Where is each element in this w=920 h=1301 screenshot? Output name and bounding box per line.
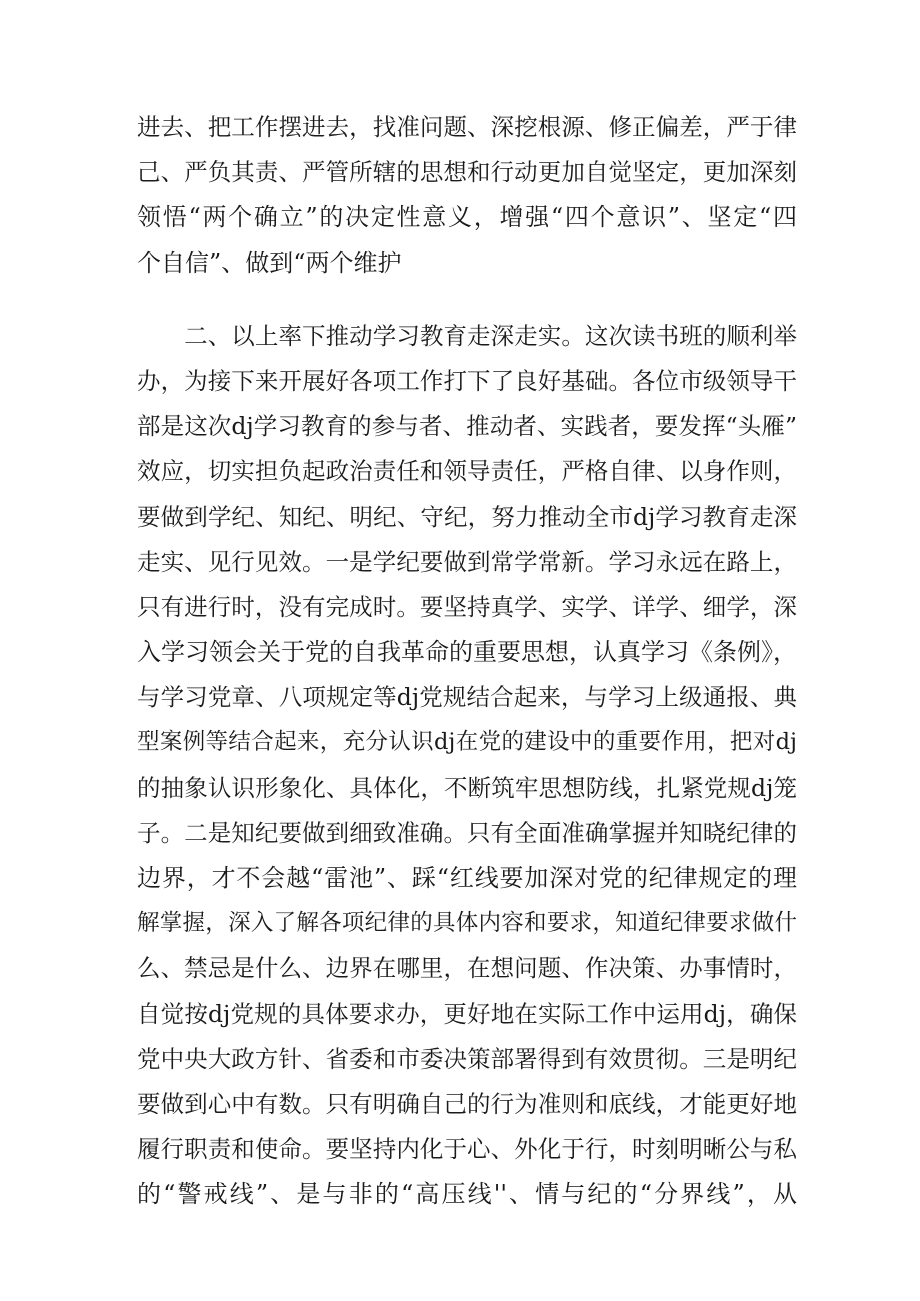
text-line: 办，为接下来开展好各项工作打下了良好基础。各位市级领导干 [137,366,797,395]
text-line: 个自信”、做到“两个维护 [137,248,402,277]
text-line: 解掌握，深入了解各项纪律的具体内容和要求，知道纪律要求做什 [137,910,797,937]
text-line: 的抽象认识形象化、具体化，不断筑牢思想防线，扎紧党规dj笼 [137,773,797,802]
text-line: 么、禁忌是什么、边界在哪里，在想问题、作决策、办事情时， [137,954,797,983]
text-line: 效应，切实担负起政治责任和领导责任，严格自律、以身作则， [137,457,797,486]
text-line: 的“警戒线”、是与非的“高压线''、情与纪的“分界线”，从 [137,1180,797,1209]
text-line: 党中央大政方针、省委和市委决策部署得到有效贯彻。三是明纪 [137,1044,797,1073]
text-line: 走实、见行见效。一是学纪要做到常学常新。学习永远在路上， [137,547,797,576]
text-line: 己、严负其责、严管所辖的思想和行动更加自觉坚定，更加深刻 [137,158,797,187]
text-line: 入学习领会关于党的自我革命的重要思想，认真学习《条例》， [137,638,797,667]
text-line: 二、以上率下推动学习教育走深走实。这次读书班的顺利举 [137,321,797,350]
text-line: 部是这次dj学习教育的参与者、推动者、实践者，要发挥“头雁” [137,412,797,441]
text-line: 领悟“两个确立”的决定性意义，增强“四个意识”、坚定“四 [137,203,797,232]
text-line: 与学习党章、八项规定等dj党规结合起来，与学习上级通报、典 [137,683,797,712]
text-line: 自觉按dj党规的具体要求办，更好地在实际工作中运用dj，确保 [137,999,797,1028]
document-body [137,105,797,1218]
text-line: 要做到学纪、知纪、明纪、守纪，努力推动全市dj学习教育走深 [137,502,797,531]
text-line: 进去、把工作摆进去，找准问题、深挖根源、修正偏差，严于律 [137,113,797,141]
text-line: 履行职责和使命。要坚持内化于心、外化于行，时刻明晰公与私 [137,1135,797,1164]
text-line: 型案例等结合起来，充分认识dj在党的建设中的重要作用，把对dj [137,729,797,756]
text-line: 要做到心中有数。只有明确自己的行为准则和底线，才能更好地 [137,1089,797,1118]
paragraph-spacer [137,286,797,314]
text-line: 边界，才不会越“雷池”、踩“红线要加深对党的纪律规定的理 [137,864,797,892]
text-line: 子。二是知纪要做到细致准确。只有全面准确掌握并知晓纪律的 [137,818,797,847]
text-line: 只有进行时，没有完成时。要坚持真学、实学、详学、细学，深 [137,592,797,621]
